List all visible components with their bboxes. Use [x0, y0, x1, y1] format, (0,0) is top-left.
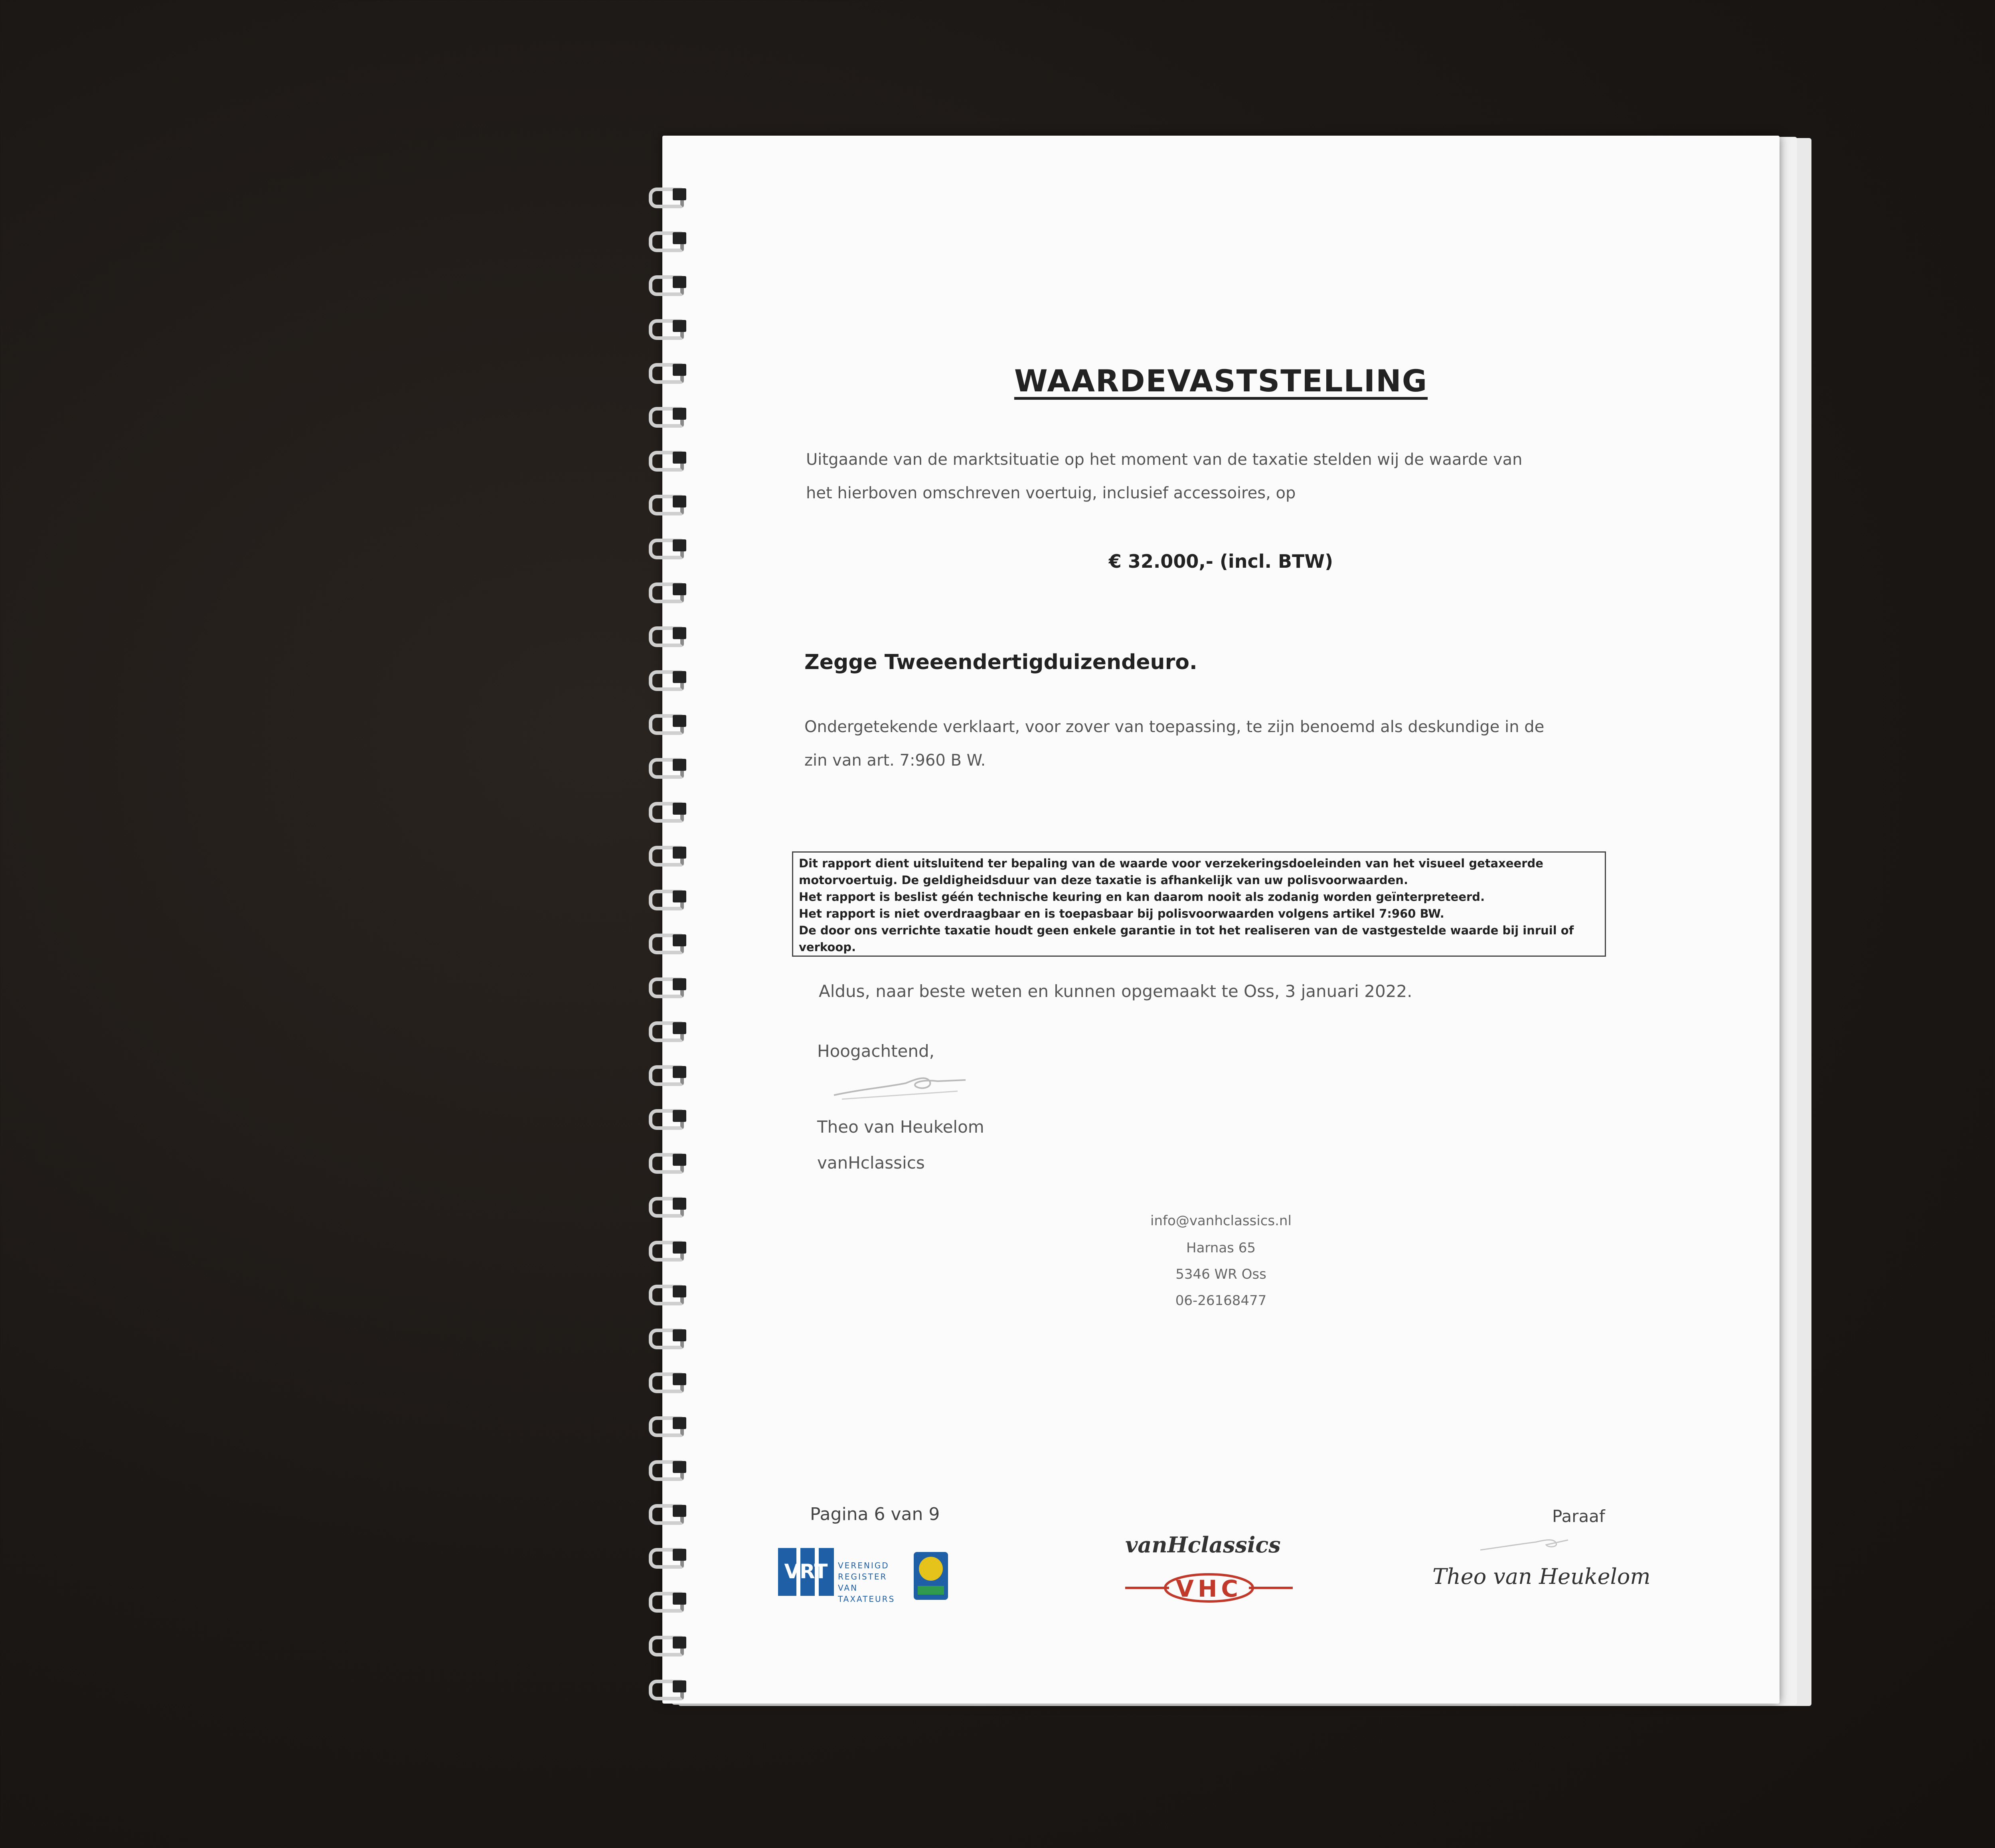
punch-hole — [673, 364, 686, 376]
spiral-coil — [646, 1588, 694, 1610]
punch-hole — [673, 1022, 686, 1034]
document-stack — [662, 136, 1811, 1706]
spiral-coil — [646, 886, 694, 908]
punch-hole — [673, 627, 686, 639]
spiral-coil — [646, 842, 694, 864]
spiral-coil — [646, 1456, 694, 1479]
spiral-coil — [646, 1105, 694, 1127]
spiral-coil — [646, 666, 694, 689]
document-title: WAARDEVASTSTELLING — [1014, 363, 1428, 399]
punch-hole — [673, 1285, 686, 1297]
handwritten-signature — [830, 1067, 974, 1103]
signer-company: vanHclassics — [817, 1153, 925, 1173]
disclaimer-line: Het rapport is beslist géén technische keuring en kan daarom nooit als zodanig worden geïnterpreteerd. — [799, 890, 1485, 904]
disclaimer-line: Dit rapport dient uitsluitend ter bepaling van de waarde voor verzekeringsdoeleinden van het visueel getaxeerde — [799, 857, 1543, 870]
spiral-coil — [646, 754, 694, 776]
spiral-coil — [646, 271, 694, 294]
spiral-coil — [646, 930, 694, 952]
spiral-coil — [646, 1017, 694, 1040]
contact-street: Harnas 65 — [1186, 1240, 1256, 1256]
page-number: Pagina 6 van 9 — [810, 1504, 940, 1524]
spiral-coil — [646, 1325, 694, 1347]
punch-hole — [673, 496, 686, 507]
contact-city: 5346 WR Oss — [1175, 1266, 1266, 1282]
punch-hole — [673, 583, 686, 595]
spiral-coil — [646, 1544, 694, 1566]
spiral-coil — [646, 1632, 694, 1654]
punch-hole — [673, 539, 686, 551]
punch-hole — [673, 1242, 686, 1254]
spiral-coil — [646, 403, 694, 425]
spiral-binding — [646, 184, 694, 1684]
punch-hole — [673, 759, 686, 771]
punch-hole — [673, 671, 686, 683]
signer-name: Theo van Heukelom — [817, 1117, 984, 1137]
declaration-paragraph — [804, 710, 1642, 777]
amount-in-words: Zegge Tweeendertigduizendeuro. — [804, 650, 1197, 674]
contact-email: info@vanhclassics.nl — [1150, 1213, 1292, 1229]
spiral-coil — [646, 227, 694, 250]
punch-hole — [673, 1593, 686, 1605]
disclaimer-line: De door ons verrichte taxatie houdt geen enkele garantie in tot het realiseren van de vastgestelde waarde bij inruil of — [799, 924, 1574, 937]
spiral-coil — [646, 1061, 694, 1084]
punch-hole — [673, 1680, 686, 1692]
spiral-coil — [646, 1500, 694, 1522]
spiral-coil — [646, 491, 694, 513]
spiral-coil — [646, 184, 694, 206]
paraaf-signature — [1476, 1532, 1572, 1556]
punch-hole — [673, 1154, 686, 1166]
punch-hole — [673, 188, 686, 200]
punch-hole — [673, 232, 686, 244]
vanhclassics-logo-script: vanHclassics — [1125, 1532, 1281, 1558]
spiral-coil — [646, 447, 694, 469]
punch-hole — [673, 1637, 686, 1649]
spiral-coil — [646, 1368, 694, 1391]
spiral-coil — [646, 578, 694, 601]
spiral-coil — [646, 1412, 694, 1435]
vrt-logo — [778, 1544, 962, 1608]
disclaimer-line: verkoop. — [799, 940, 856, 954]
closing-statement: Aldus, naar beste weten en kunnen opgemaakt te Oss, 3 januari 2022. — [819, 981, 1412, 1001]
declaration-line-1: Ondergetekende verklaart, voor zover van toepassing, te zijn benoemd als deskundige in de — [804, 718, 1545, 736]
spiral-coil — [646, 1149, 694, 1171]
spiral-coil — [646, 798, 694, 820]
spiral-coil — [646, 622, 694, 645]
punch-hole — [673, 1417, 686, 1429]
punch-hole — [673, 1110, 686, 1122]
punch-hole — [673, 1549, 686, 1561]
contact-phone: 06-26168477 — [1175, 1293, 1267, 1309]
punch-hole — [673, 1198, 686, 1210]
paraaf-label: Paraaf — [1552, 1506, 1605, 1526]
valuation-amount: € 32.000,- (incl. BTW) — [1108, 551, 1333, 572]
punch-hole — [673, 715, 686, 727]
disclaimer-box — [792, 851, 1606, 957]
punch-hole — [673, 978, 686, 990]
punch-hole — [673, 847, 686, 859]
spiral-coil — [646, 535, 694, 557]
punch-hole — [673, 890, 686, 902]
punch-hole — [673, 934, 686, 946]
punch-hole — [673, 1329, 686, 1341]
spiral-coil — [646, 315, 694, 338]
punch-hole — [673, 452, 686, 464]
greeting: Hoogachtend, — [817, 1041, 935, 1061]
punch-hole — [673, 803, 686, 815]
disclaimer-line: motorvoertuig. De geldigheidsduur van deze taxatie is afhankelijk van uw polisvoorwaarden. — [799, 873, 1408, 887]
punch-hole — [673, 1373, 686, 1385]
vrt-caption: VERENIGD REGISTER VAN TAXATEURS — [838, 1561, 895, 1604]
paraaf-name: Theo van Heukelom — [1432, 1564, 1651, 1589]
spiral-coil — [646, 1676, 694, 1698]
punch-hole — [673, 276, 686, 288]
spiral-coil — [646, 1237, 694, 1259]
intro-line-1: Uitgaande van de marktsituatie op het moment van de taxatie stelden wij de waarde van — [806, 450, 1523, 469]
punch-hole — [673, 1461, 686, 1473]
intro-paragraph — [806, 443, 1628, 510]
spiral-coil — [646, 1193, 694, 1215]
spiral-coil — [646, 973, 694, 996]
vrt-logo-text: VRT — [784, 1560, 828, 1583]
intro-line-2: het hierboven omschreven voertuig, inclusief accessoires, op — [806, 484, 1296, 502]
spiral-coil — [646, 359, 694, 381]
vhc-logo-text: VHC — [1176, 1575, 1242, 1602]
document-page — [662, 136, 1780, 1704]
spiral-coil — [646, 1281, 694, 1303]
vhc-logo — [1125, 1572, 1293, 1604]
punch-hole — [673, 1066, 686, 1078]
punch-hole — [673, 1505, 686, 1517]
disclaimer-line: Het rapport is niet overdraagbaar en is toepasbaar bij polisvoorwaarden volgens artikel 7:960 BW. — [799, 907, 1444, 920]
punch-hole — [673, 408, 686, 420]
declaration-line-2: zin van art. 7:960 B W. — [804, 751, 986, 770]
punch-hole — [673, 320, 686, 332]
spiral-coil — [646, 710, 694, 732]
